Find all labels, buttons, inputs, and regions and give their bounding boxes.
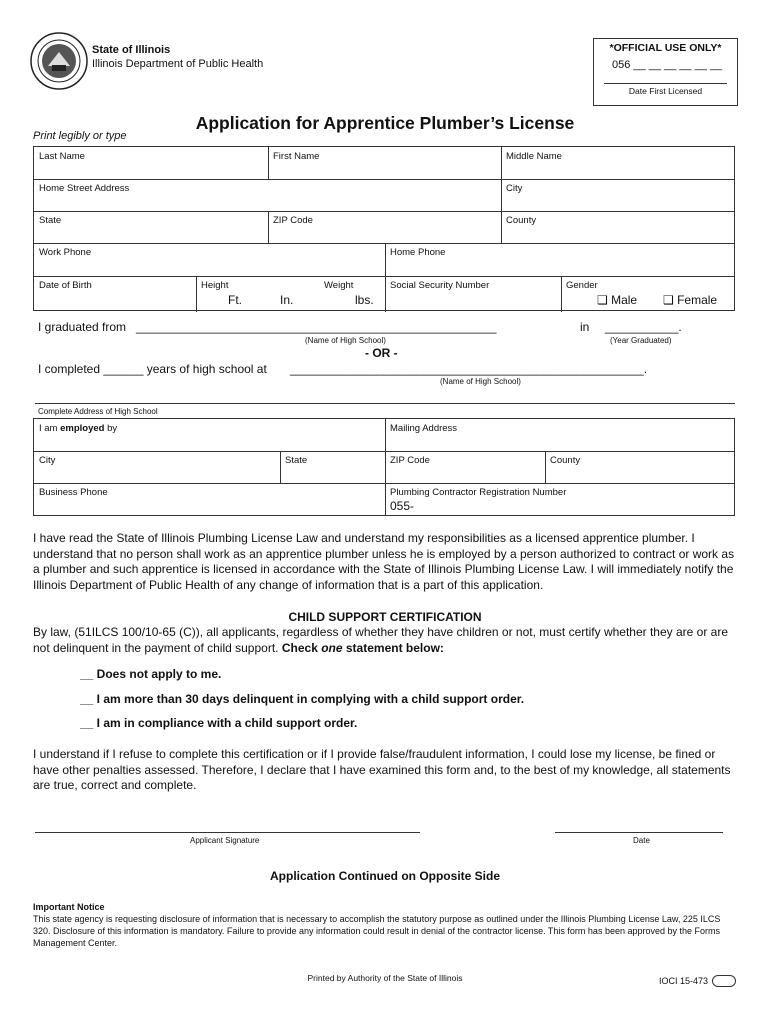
child-support-intro-text: By law, (51ILCS 100/10-65 (C)), all applicants, regardless of whether they have children or not, must certify whether they are or are not delinquent in the payment of child support. [33,625,729,655]
mailing-address-field[interactable]: Mailing Address [390,423,458,434]
state-seal-logo [30,32,88,90]
employer-zip-field[interactable]: ZIP Code [390,455,430,466]
employer-grid [33,418,735,516]
notice-title: Important Notice [33,902,105,912]
date-line[interactable] [555,832,723,833]
print-note: Print legibly or type [33,130,127,142]
dob-field[interactable]: Date of Birth [39,280,92,291]
notice-text: This state agency is requesting disclosure of information that is necessary to accomplish the statutory purpose as outlined under the Illinois Plumbing License Law, 225 ILCS 320. Disclosure of this information is mandatory. Failure to provide any information could result in denial of the contractor license. This form has been approved by the Forms Management Center. [33,914,721,948]
signature-line[interactable] [35,832,420,833]
employed-suffix: by [104,423,118,434]
last-name-field[interactable]: Last Name [39,151,85,162]
option-does-not-apply[interactable]: __ Does not apply to me. [80,667,222,681]
employed-bold: employed [60,423,105,434]
date-first-licensed-label: Date First Licensed [604,83,727,96]
school-address-caption: Complete Address of High School [38,407,158,416]
weight-label[interactable]: Weight [324,280,354,291]
school-name-caption: (Name of High School) [305,336,386,345]
continued-note: Application Continued on Opposite Side [270,869,500,883]
personal-info-grid [33,146,735,311]
employer-city-field[interactable]: City [39,455,56,466]
union-bug-icon [712,975,736,987]
option-delinquent[interactable]: __ I am more than 30 days delinquent in complying with a child support order. [80,692,525,706]
height-label[interactable]: Height [201,280,229,291]
male-checkbox[interactable]: ❑ Male [597,293,638,307]
statement-paragraph: I have read the State of Illinois Plumbing License Law and understand my responsibilities as a licensed apprentice plumber. I understand that no person shall work as an apprentice plumber unless he is employed by a person authorized to contract or work as a plumber and such apprentice is licensed in accordance with the State of Illinois Plumbing License Law. I will immediately notify the Illinois Department of Public Health of any change of information that is a part of this application. [33,531,735,592]
state-field[interactable]: State [39,215,62,226]
form-id: IOCI 15-473 [659,976,709,986]
business-phone-field[interactable]: Business Phone [39,487,108,498]
registration-prefix: 055- [390,499,415,513]
employer-county-field[interactable]: County [550,455,581,466]
child-support-intro [33,625,738,656]
official-use-title: *OFFICIAL USE ONLY* [609,42,722,54]
school-address-line[interactable] [35,403,735,404]
city-field[interactable]: City [506,183,523,194]
department-name: Illinois Department of Public Health [92,58,264,70]
check-text-b: statement below: [342,640,444,655]
county-field[interactable]: County [506,215,537,226]
ssn-field[interactable]: Social Security Number [390,280,490,291]
official-number: 056 __ __ __ __ __ __ [612,59,723,71]
date-label: Date [633,836,650,845]
inches-unit: In. [280,293,294,307]
employed-by-field[interactable] [34,419,122,438]
graduated-school-line[interactable]: ______________________________________________________ [136,320,497,334]
form-title: Application for Apprentice Plumber’s License [195,113,575,133]
footer-authority: Printed by Authority of the State of Illinois [307,973,463,983]
state-name: State of Illinois [92,44,171,56]
signature-label: Applicant Signature [190,836,260,845]
work-phone-field[interactable]: Work Phone [39,247,92,258]
registration-number-field[interactable]: Plumbing Contractor Registration Number [390,487,567,498]
official-use-box [593,38,738,106]
school-name-caption-2: (Name of High School) [440,377,521,386]
completed-text[interactable]: I completed ______ years of high school at [38,362,267,376]
child-support-heading: CHILD SUPPORT CERTIFICATION [288,610,482,624]
employer-state-field[interactable]: State [285,455,308,466]
middle-name-field[interactable]: Middle Name [506,151,562,162]
feet-unit: Ft. [228,293,242,307]
zip-field[interactable]: ZIP Code [273,215,313,226]
first-name-field[interactable]: First Name [273,151,320,162]
completed-school-line[interactable]: _____________________________________________________. [290,362,648,376]
employed-prefix: I am [39,423,61,434]
year-caption: (Year Graduated) [610,336,672,345]
gender-label: Gender [566,280,598,291]
check-text-one: one [321,640,343,655]
home-phone-field[interactable]: Home Phone [390,247,446,258]
graduated-prefix: I graduated from [38,320,127,334]
female-checkbox[interactable]: ❑ Female [663,293,718,307]
lbs-unit: lbs. [355,293,374,307]
or-separator: - OR - [365,346,398,360]
declaration-paragraph: I understand if I refuse to complete this certification or if I provide false/fraudulent information, I could lose my license, be fined or have other penalties assessed. Therefore, I declare that I have examined this form and, to the best of my knowledge, all statements are true, correct and complete. [33,747,731,792]
graduated-in: in [580,320,590,334]
home-street-field[interactable]: Home Street Address [39,183,130,194]
graduated-year-line[interactable]: ___________. [605,320,682,334]
check-text-a: Check [281,640,322,655]
option-compliance[interactable]: __ I am in compliance with a child support order. [80,716,358,730]
